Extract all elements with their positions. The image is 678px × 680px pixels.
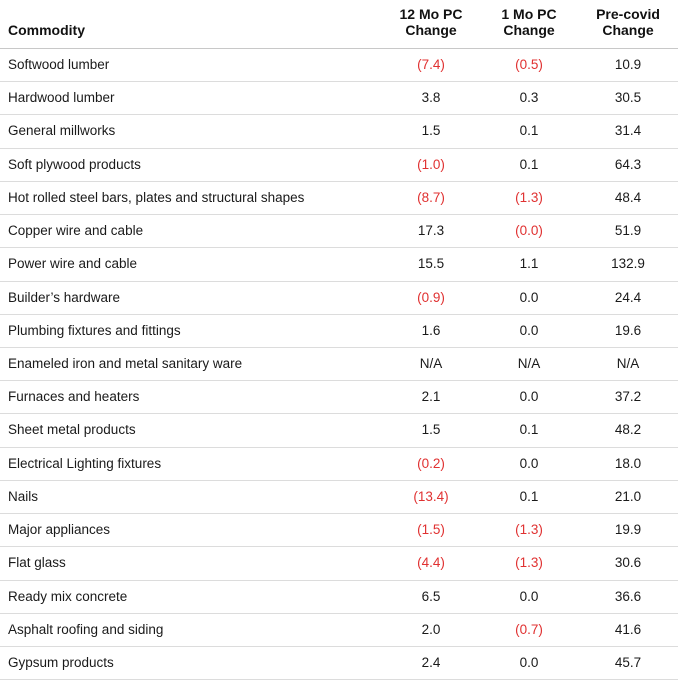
cell-12mo-pc-change: 1.6: [382, 314, 480, 347]
cell-precovid-change: 30.5: [578, 82, 678, 115]
cell-1mo-pc-change: (1.3): [480, 514, 578, 547]
table-row: [0, 414, 678, 447]
cell-12mo-pc-change: 15.5: [382, 248, 480, 281]
cell-commodity-name: Hot rolled steel bars, plates and structural shapes: [0, 181, 382, 214]
table-row: [0, 281, 678, 314]
cell-12mo-pc-change: (4.4): [382, 547, 480, 580]
cell-commodity-name: Asphalt roofing and siding: [0, 613, 382, 646]
cell-precovid-change: 48.4: [578, 181, 678, 214]
cell-1mo-pc-change: (0.5): [480, 49, 578, 82]
cell-precovid-change: 41.6: [578, 613, 678, 646]
cell-commodity-name: Sheet metal products: [0, 414, 382, 447]
table-row: [0, 381, 678, 414]
column-header-commodity: [0, 0, 382, 49]
cell-precovid-change: 18.0: [578, 447, 678, 480]
cell-12mo-pc-change: 2.0: [382, 613, 480, 646]
column-header-1mo-line1: 1 Mo PC: [501, 6, 557, 22]
cell-commodity-name: Hardwood lumber: [0, 82, 382, 115]
cell-precovid-change: 36.6: [578, 580, 678, 613]
cell-commodity-name: Enameled iron and metal sanitary ware: [0, 347, 382, 380]
cell-commodity-name: Electrical Lighting fixtures: [0, 447, 382, 480]
cell-commodity-name: General millworks: [0, 115, 382, 148]
cell-commodity-name: Soft plywood products: [0, 148, 382, 181]
cell-12mo-pc-change: 1.5: [382, 115, 480, 148]
cell-commodity-name: Softwood lumber: [0, 49, 382, 82]
cell-1mo-pc-change: 0.0: [480, 580, 578, 613]
cell-precovid-change: 37.2: [578, 381, 678, 414]
table-body: [0, 49, 678, 680]
column-header-commodity-label: Commodity: [8, 22, 85, 38]
cell-commodity-name: Gypsum products: [0, 646, 382, 679]
cell-precovid-change: 48.2: [578, 414, 678, 447]
table-row: [0, 514, 678, 547]
column-header-precovid-change: [578, 0, 678, 49]
cell-commodity-name: Copper wire and cable: [0, 215, 382, 248]
column-header-1mo-line2: Change: [503, 22, 555, 38]
column-header-12mo-line2: Change: [405, 22, 457, 38]
cell-commodity-name: Furnaces and heaters: [0, 381, 382, 414]
cell-12mo-pc-change: 2.4: [382, 646, 480, 679]
cell-precovid-change: 31.4: [578, 115, 678, 148]
cell-commodity-name: Major appliances: [0, 514, 382, 547]
cell-1mo-pc-change: 0.0: [480, 381, 578, 414]
table-row: [0, 181, 678, 214]
cell-12mo-pc-change: (13.4): [382, 480, 480, 513]
cell-precovid-change: 45.7: [578, 646, 678, 679]
table-header: [0, 0, 678, 49]
table-row: [0, 82, 678, 115]
cell-precovid-change: 24.4: [578, 281, 678, 314]
cell-12mo-pc-change: 2.1: [382, 381, 480, 414]
cell-1mo-pc-change: 0.0: [480, 281, 578, 314]
table-row: [0, 148, 678, 181]
cell-precovid-change: 51.9: [578, 215, 678, 248]
cell-12mo-pc-change: 17.3: [382, 215, 480, 248]
cell-1mo-pc-change: (1.3): [480, 181, 578, 214]
cell-commodity-name: Ready mix concrete: [0, 580, 382, 613]
cell-12mo-pc-change: (1.0): [382, 148, 480, 181]
column-header-precovid-line2: Change: [602, 22, 654, 38]
table-row: [0, 314, 678, 347]
cell-1mo-pc-change: (1.3): [480, 547, 578, 580]
table-row: [0, 613, 678, 646]
cell-precovid-change: 30.6: [578, 547, 678, 580]
cell-commodity-name: Plumbing fixtures and fittings: [0, 314, 382, 347]
cell-1mo-pc-change: 0.1: [480, 480, 578, 513]
column-header-precovid-line1: Pre-covid: [596, 6, 660, 22]
table-row: [0, 49, 678, 82]
column-header-1mo-pc-change: [480, 0, 578, 49]
cell-1mo-pc-change: 0.0: [480, 314, 578, 347]
table-row: [0, 447, 678, 480]
cell-precovid-change: 64.3: [578, 148, 678, 181]
cell-precovid-change: 10.9: [578, 49, 678, 82]
cell-12mo-pc-change: (0.2): [382, 447, 480, 480]
cell-1mo-pc-change: 0.3: [480, 82, 578, 115]
cell-precovid-change: 132.9: [578, 248, 678, 281]
column-header-12mo-line1: 12 Mo PC: [399, 6, 463, 22]
cell-12mo-pc-change: (7.4): [382, 49, 480, 82]
cell-1mo-pc-change: (0.0): [480, 215, 578, 248]
cell-12mo-pc-change: 6.5: [382, 580, 480, 613]
cell-precovid-change: 19.9: [578, 514, 678, 547]
table-row: [0, 115, 678, 148]
cell-1mo-pc-change: 0.0: [480, 646, 578, 679]
cell-1mo-pc-change: 0.1: [480, 414, 578, 447]
cell-12mo-pc-change: (1.5): [382, 514, 480, 547]
table-row: [0, 347, 678, 380]
cell-precovid-change: 21.0: [578, 480, 678, 513]
cell-1mo-pc-change: 1.1: [480, 248, 578, 281]
cell-12mo-pc-change: 1.5: [382, 414, 480, 447]
table-row: [0, 580, 678, 613]
cell-12mo-pc-change: 3.8: [382, 82, 480, 115]
cell-12mo-pc-change: N/A: [382, 347, 480, 380]
cell-commodity-name: Nails: [0, 480, 382, 513]
column-header-12mo-pc-change: [382, 0, 480, 49]
table-row: [0, 646, 678, 679]
cell-1mo-pc-change: 0.0: [480, 447, 578, 480]
table-row: [0, 547, 678, 580]
cell-1mo-pc-change: (0.7): [480, 613, 578, 646]
cell-1mo-pc-change: N/A: [480, 347, 578, 380]
cell-precovid-change: 19.6: [578, 314, 678, 347]
cell-1mo-pc-change: 0.1: [480, 115, 578, 148]
cell-precovid-change: N/A: [578, 347, 678, 380]
cell-commodity-name: Flat glass: [0, 547, 382, 580]
table-header-row: [0, 0, 678, 49]
table-row: [0, 480, 678, 513]
cell-commodity-name: Power wire and cable: [0, 248, 382, 281]
cell-1mo-pc-change: 0.1: [480, 148, 578, 181]
cell-12mo-pc-change: (8.7): [382, 181, 480, 214]
cell-12mo-pc-change: (0.9): [382, 281, 480, 314]
table-row: [0, 215, 678, 248]
table-row: [0, 248, 678, 281]
cell-commodity-name: Builder’s hardware: [0, 281, 382, 314]
